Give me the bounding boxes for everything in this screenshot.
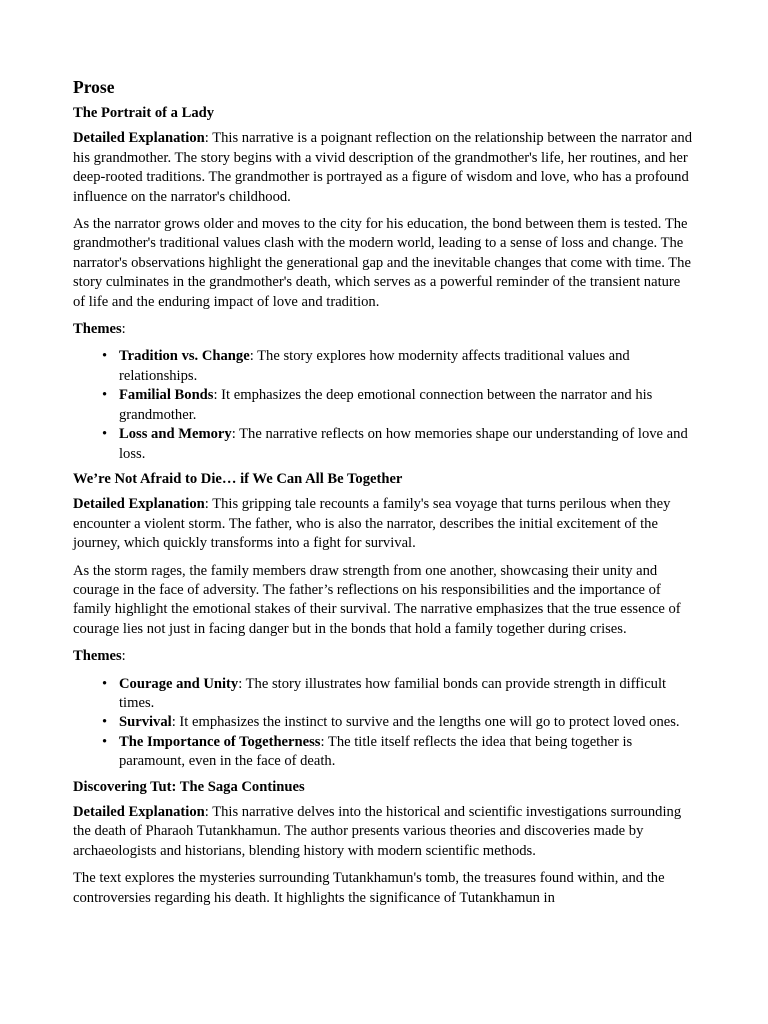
themes-heading bbox=[73, 320, 695, 339]
explanation-text: : This narrative delves into the historical and scientific investigations surrounding the death of Pharaoh Tutankhamun. The author presents various theories and discoveries made by archaeologists and historians, blending history with modern scientific methods. bbox=[73, 804, 682, 859]
story-title-discovering-tut: Discovering Tut: The Saga Continues bbox=[73, 778, 305, 795]
themes-list bbox=[73, 347, 695, 463]
section-title: Prose bbox=[73, 77, 115, 97]
themes-label: Themes bbox=[73, 321, 122, 338]
document-page bbox=[73, 76, 695, 916]
list-item bbox=[102, 675, 695, 714]
theme-text: : The title itself reflects the idea that being together is paramount, even in the face of death. bbox=[119, 733, 633, 770]
theme-name: Courage and Unity bbox=[119, 675, 239, 692]
explanation-text: : This narrative is a poignant reflection on the relationship between the narrator and his grandmother. The story begins with a vivid description of the grandmother's life, her routines, and her deep-rooted traditions. The grandmother is portrayed as a figure of wisdom and love, who has a profound influence on the narrator's childhood. bbox=[73, 130, 693, 205]
list-item bbox=[102, 347, 695, 386]
explanation-paragraph bbox=[73, 495, 695, 553]
bullet-icon: • bbox=[102, 387, 108, 404]
theme-name: Tradition vs. Change bbox=[119, 348, 250, 365]
explanation-text: : This gripping tale recounts a family's sea voyage that turns perilous when they encounter a violent storm. The father, who is also the narrator, describes the initial excitement of the journey, which quickly transforms into a fight for survival. bbox=[73, 496, 671, 552]
explanation-label: Detailed Explanation bbox=[73, 496, 205, 513]
body-paragraph: As the storm rages, the family members draw strength from one another, showcasing their unity and courage in the face of adversity. The father’s reflections on his responsibilities and the importance of family highlight the emotional stakes of their survival. The narrative emphasizes that the true essence of courage lies not just in facing danger but in the bonds that hold a family together during crises. bbox=[73, 562, 681, 637]
bullet-icon: • bbox=[102, 426, 108, 443]
themes-colon: : bbox=[121, 648, 126, 665]
theme-name: Familial Bonds bbox=[119, 387, 214, 404]
theme-text: : The narrative reflects on how memories shape our understanding of love and loss. bbox=[119, 426, 688, 462]
theme-text: : The story explores how modernity affects traditional values and relationships. bbox=[119, 348, 630, 384]
themes-list bbox=[73, 675, 695, 772]
theme-text: : It emphasizes the instinct to survive and the lengths one will go to protect loved ones. bbox=[171, 714, 680, 731]
list-item bbox=[102, 386, 695, 425]
list-item bbox=[102, 713, 695, 732]
bullet-icon: • bbox=[102, 733, 108, 750]
list-item bbox=[102, 733, 695, 772]
list-item bbox=[102, 425, 695, 464]
theme-name: Loss and Memory bbox=[119, 426, 232, 443]
bullet-icon: • bbox=[102, 714, 108, 731]
story-title-not-afraid: We’re Not Afraid to Die… if We Can All Be Together bbox=[73, 470, 403, 487]
theme-text: : The story illustrates how familial bonds can provide strength in difficult times. bbox=[119, 675, 667, 711]
bullet-icon: • bbox=[102, 348, 108, 365]
bullet-icon: • bbox=[102, 675, 108, 692]
explanation-paragraph bbox=[73, 129, 695, 207]
theme-name: Survival bbox=[119, 714, 172, 731]
theme-text: : It emphasizes the deep emotional connection between the narrator and his grandmother. bbox=[119, 387, 653, 423]
theme-name: The Importance of Togetherness bbox=[119, 733, 321, 750]
body-paragraph: The text explores the mysteries surrounding Tutankhamun's tomb, the treasures found within, and the controversies regarding his death. It highlights the significance of Tutankhamun in bbox=[73, 870, 665, 906]
body-paragraph: As the narrator grows older and moves to the city for his education, the bond between them is tested. The grandmother's traditional values clash with the modern world, leading to a sense of loss and change. The narrator's observations highlight the generational gap and the inevitable changes that come with time. The story culminates in the grandmother's death, which serves as a powerful reminder of the transient nature of life and the enduring impact of love and tradition. bbox=[73, 216, 691, 310]
explanation-paragraph bbox=[73, 803, 695, 861]
themes-heading bbox=[73, 647, 695, 666]
explanation-label: Detailed Explanation bbox=[73, 804, 205, 820]
themes-label: Themes bbox=[73, 648, 122, 665]
story-title-portrait: The Portrait of a Lady bbox=[73, 105, 215, 121]
themes-colon: : bbox=[121, 321, 126, 338]
explanation-label: Detailed Explanation bbox=[73, 130, 205, 147]
